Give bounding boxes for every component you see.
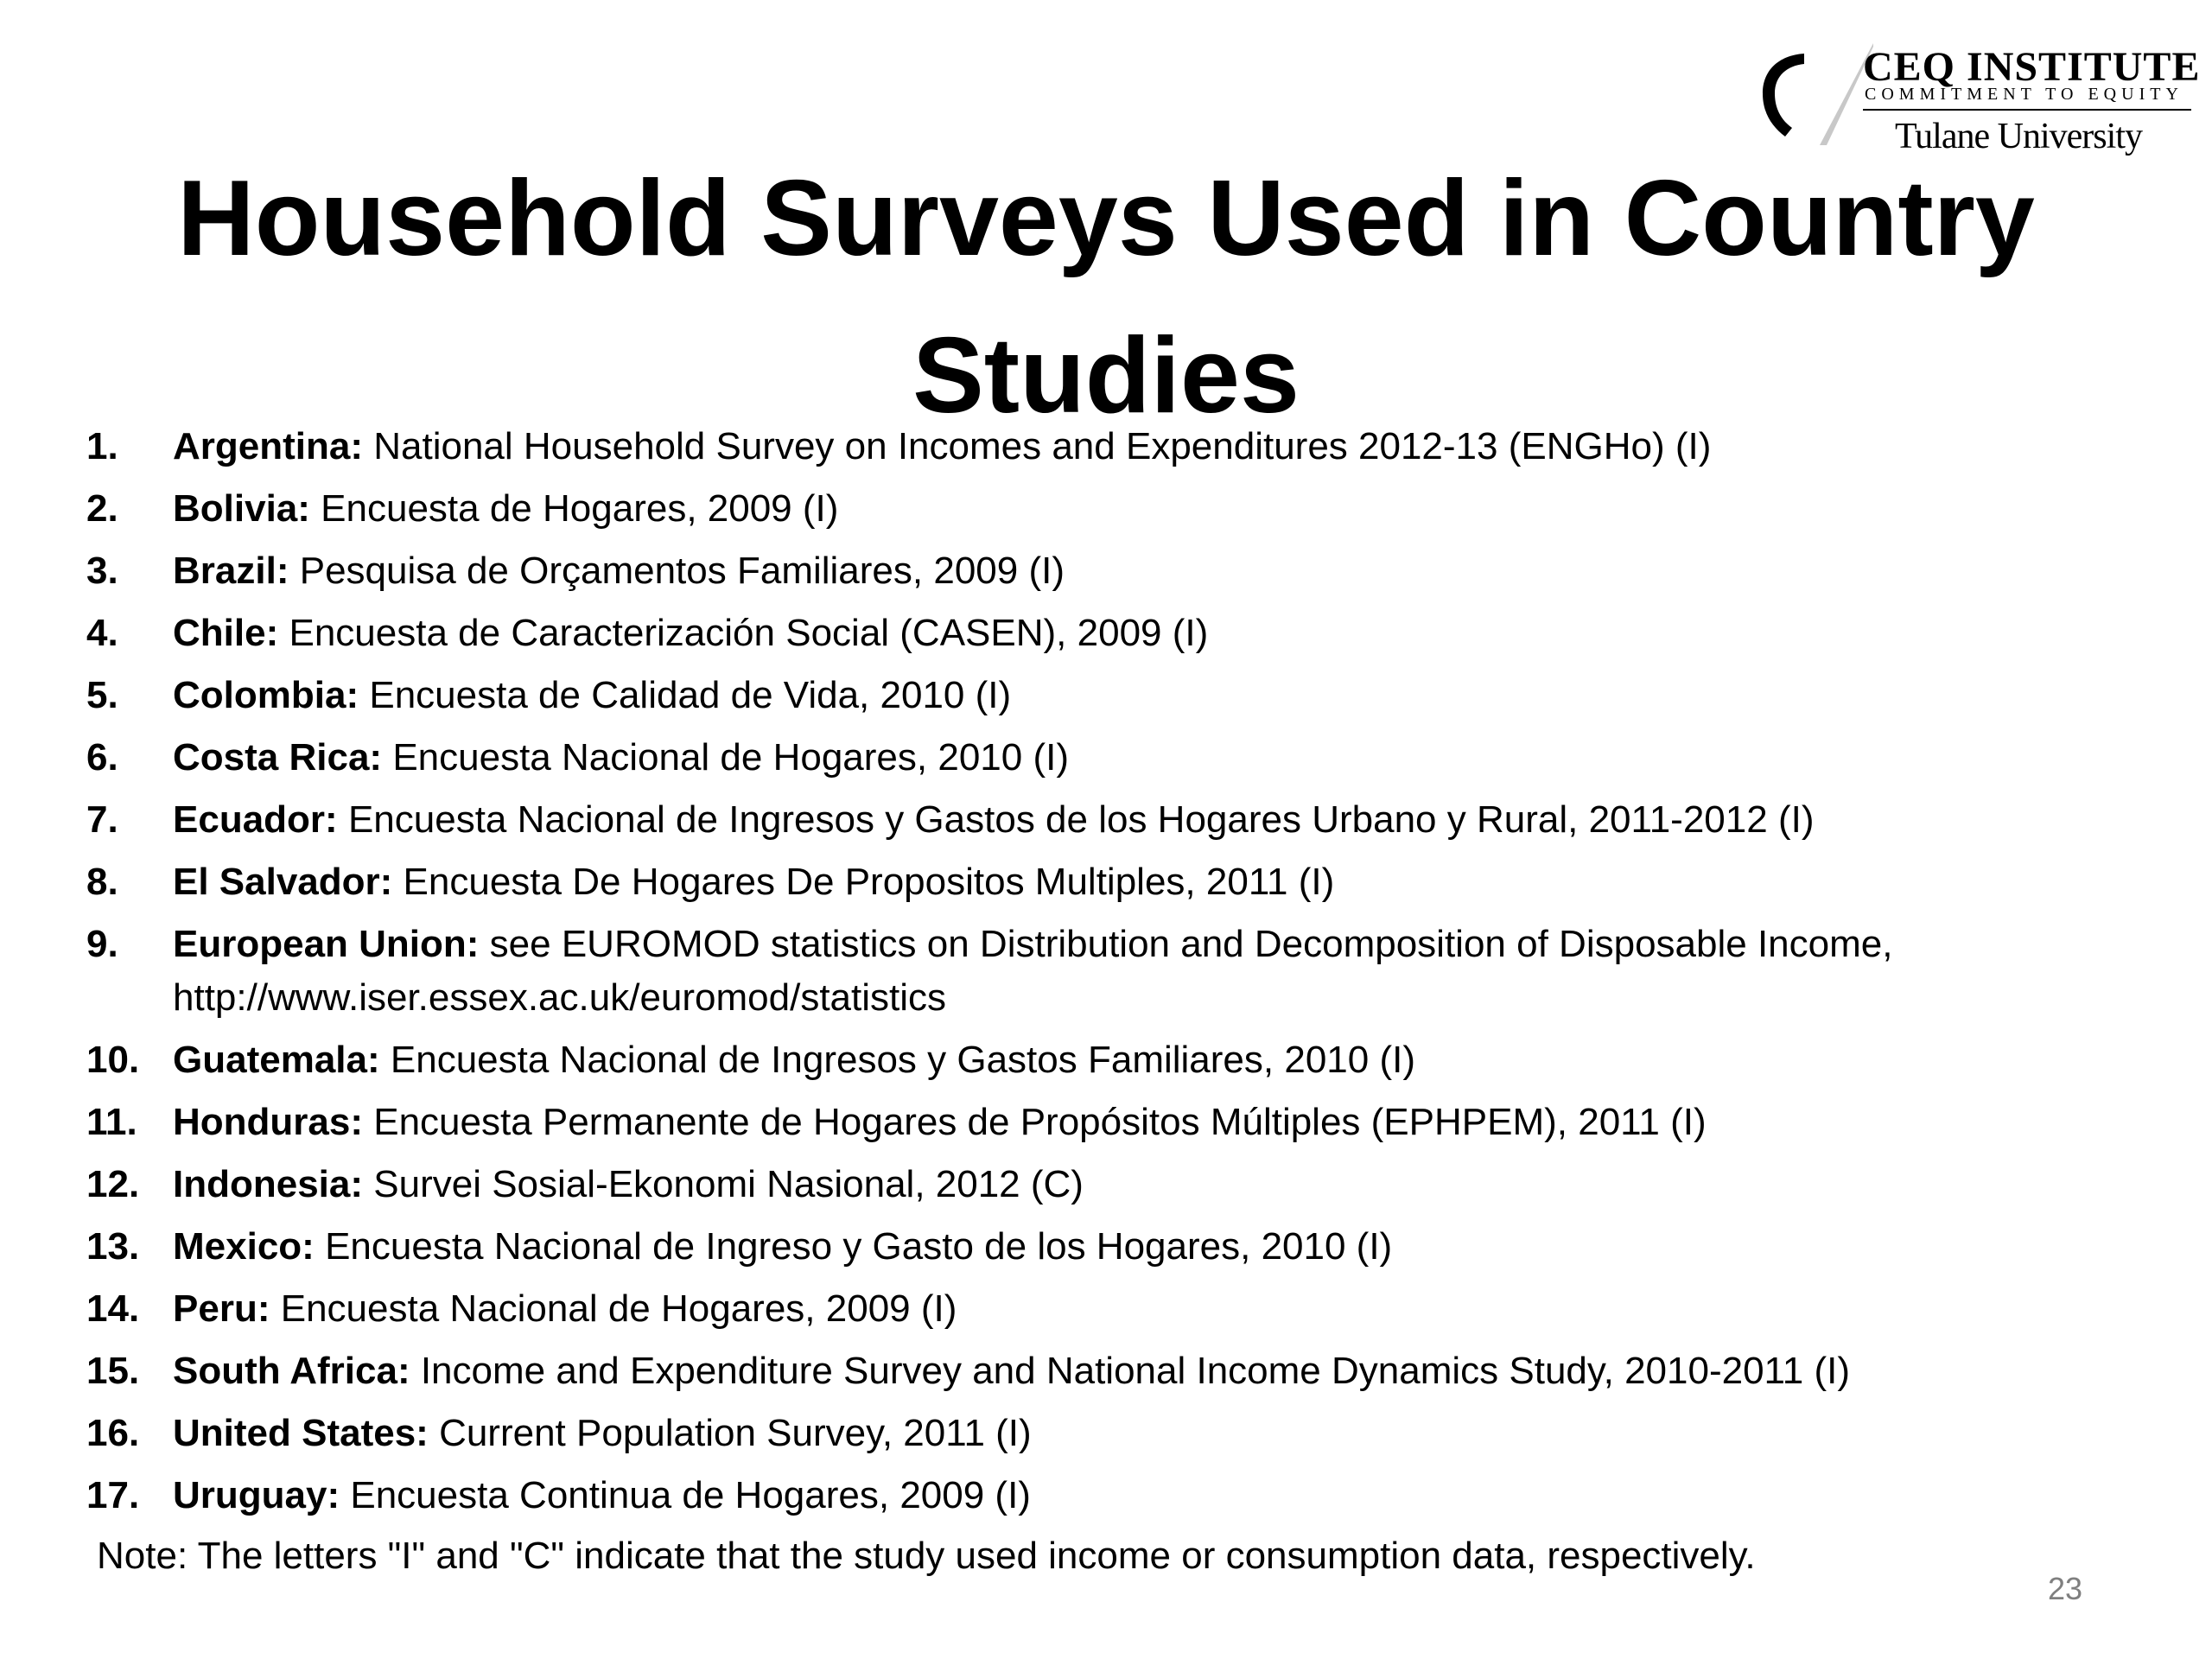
country-name: United States: — [173, 1412, 429, 1454]
survey-item — [86, 1407, 2091, 1460]
item-number: 9. — [86, 923, 118, 965]
item-number: 8. — [86, 861, 118, 903]
country-name: Colombia: — [173, 674, 359, 716]
survey-item — [86, 1033, 2091, 1087]
item-number: 11. — [86, 1101, 137, 1143]
survey-description: Encuesta de Calidad de Vida, 2010 (I) — [369, 674, 1012, 716]
country-name: Costa Rica: — [173, 736, 383, 779]
logo-tagline: COMMITMENT TO EQUITY — [1865, 85, 2183, 104]
country-name: Mexico: — [173, 1225, 315, 1268]
survey-description: Encuesta Permanente de Hogares de Propósitos Múltiples (EPHPEM), 2011 (I) — [373, 1101, 1707, 1143]
country-name: Brazil: — [173, 550, 289, 592]
country-name: Chile: — [173, 612, 279, 654]
survey-item — [86, 855, 2091, 909]
slide-title: Household Surveys Used in Country Studies — [177, 159, 2035, 435]
ceq-logo-mark-icon — [1744, 43, 1873, 147]
country-name: Uruguay: — [173, 1474, 340, 1516]
item-number: 4. — [86, 612, 118, 654]
survey-item — [86, 669, 2091, 722]
item-number: 2. — [86, 487, 118, 530]
survey-description: Income and Expenditure Survey and National Income Dynamics Study, 2010-2011 (I) — [420, 1350, 1850, 1392]
country-name: Guatemala: — [173, 1039, 380, 1081]
country-name: Indonesia: — [173, 1163, 364, 1205]
survey-item — [86, 731, 2091, 785]
item-number: 10. — [86, 1039, 140, 1081]
item-number: 6. — [86, 736, 118, 779]
survey-item — [86, 1469, 2091, 1522]
survey-description: Encuesta Nacional de Ingresos y Gastos de los Hogares Urbano y Rural, 2011-2012 (I) — [347, 798, 1815, 841]
item-number: 3. — [86, 550, 118, 592]
survey-description: Encuesta Nacional de Ingreso y Gasto de los Hogares, 2010 (I) — [325, 1225, 1393, 1268]
country-name: El Salvador: — [173, 861, 393, 903]
country-name: Argentina: — [173, 425, 363, 467]
item-number: 14. — [86, 1287, 140, 1330]
item-number: 17. — [86, 1474, 140, 1516]
survey-description: Pesquisa de Orçamentos Familiares, 2009 (I) — [299, 550, 1065, 592]
survey-item — [86, 1158, 2091, 1211]
item-number: 15. — [86, 1350, 140, 1392]
survey-item — [86, 918, 2091, 1025]
item-number: 1. — [86, 425, 118, 467]
survey-description: Encuesta Nacional de Hogares, 2009 (I) — [280, 1287, 957, 1330]
survey-description: Encuesta Continua de Hogares, 2009 (I) — [350, 1474, 1031, 1516]
survey-item — [86, 1344, 2091, 1398]
survey-description: Survei Sosial-Ekonomi Nasional, 2012 (C) — [373, 1163, 1084, 1205]
survey-list — [86, 420, 2091, 1531]
country-name: European Union: — [173, 923, 480, 965]
country-name: Peru: — [173, 1287, 270, 1330]
item-number: 7. — [86, 798, 118, 841]
survey-description: Encuesta de Caracterización Social (CASEN), 2009 (I) — [289, 612, 1209, 654]
page-number: 23 — [2048, 1571, 2083, 1606]
survey-item — [86, 1282, 2091, 1336]
item-number: 13. — [86, 1225, 140, 1268]
item-number: 5. — [86, 674, 118, 716]
country-name: Ecuador: — [173, 798, 338, 841]
survey-item — [86, 607, 2091, 660]
survey-item — [86, 1220, 2091, 1274]
survey-description: Encuesta De Hogares De Propositos Multiples, 2011 (I) — [403, 861, 1335, 903]
survey-item — [86, 420, 2091, 474]
country-name: Honduras: — [173, 1101, 363, 1143]
survey-item — [86, 1096, 2091, 1149]
survey-item — [86, 482, 2091, 536]
survey-description: Encuesta Nacional de Ingresos y Gastos Familiares, 2010 (I) — [390, 1039, 1415, 1081]
logo-rule — [1863, 109, 2191, 111]
country-name: Bolivia: — [173, 487, 310, 530]
country-name: South Africa: — [173, 1350, 410, 1392]
survey-item — [86, 793, 2091, 847]
logo-name: CEQ INSTITUTE — [1863, 44, 2201, 90]
survey-item — [86, 544, 2091, 598]
survey-description: National Household Survey on Incomes and Expenditures 2012-13 (ENGHo) (I) — [373, 425, 1712, 467]
survey-description: see EUROMOD statistics on Distribution and Decomposition of Disposable Income, http://www.iser.essex.ac.uk/euromod/statistics — [173, 923, 1893, 1019]
survey-description: Encuesta Nacional de Hogares, 2010 (I) — [392, 736, 1069, 779]
item-number: 16. — [86, 1412, 140, 1454]
logo-university: Tulane University — [1895, 117, 2142, 156]
item-number: 12. — [86, 1163, 140, 1205]
footnote: Note: The letters "I" and "C" indicate that the study used income or consumption data, respectively. — [97, 1535, 1756, 1577]
survey-description: Current Population Survey, 2011 (I) — [439, 1412, 1032, 1454]
survey-description: Encuesta de Hogares, 2009 (I) — [321, 487, 839, 530]
